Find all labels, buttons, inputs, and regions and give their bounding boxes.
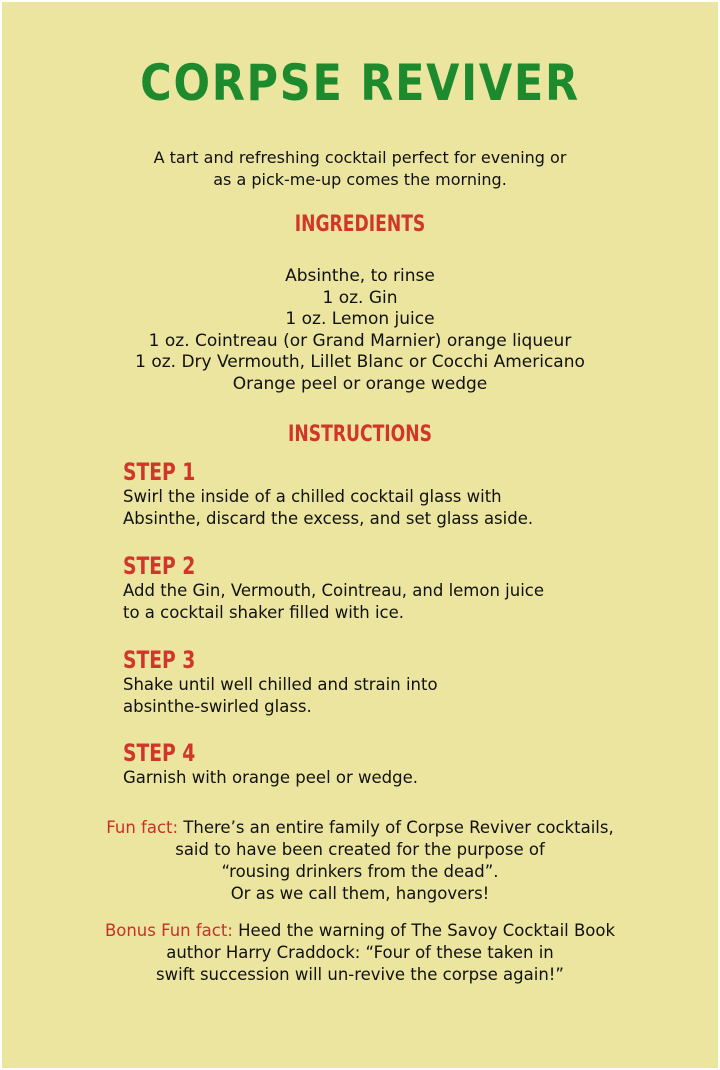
bonus-fact-line: author Harry Craddock: “Four of these taken in	[166, 943, 554, 962]
ingredients-heading: INGREDIENTS	[294, 212, 426, 237]
step-label: STEP 1	[123, 458, 196, 486]
bonus-fact-line	[2, 920, 718, 942]
ingredient-item: 1 oz. Lemon juice	[285, 309, 435, 329]
step-label: STEP 3	[123, 646, 196, 674]
fun-fact-label: Fun fact:	[106, 818, 179, 837]
bonus-fact-label: Bonus Fun fact:	[104, 921, 233, 940]
step-text: Add the Gin, Vermouth, Cointreau, and lemon juice to a cocktail shaker filled with ice.	[123, 581, 545, 622]
ingredient-item: Absinthe, to rinse	[285, 266, 435, 286]
fun-fact-line	[2, 817, 718, 839]
intro-line: A tart and refreshing cocktail perfect for evening or	[153, 148, 567, 167]
fun-fact-line: Or as we call them, hangovers!	[230, 884, 490, 903]
step-4	[123, 739, 683, 789]
ingredients-list	[2, 266, 718, 395]
recipe-intro	[2, 147, 718, 191]
step-label: STEP 4	[123, 739, 196, 767]
step-text: Garnish with orange peel or wedge.	[123, 768, 419, 787]
recipe-card	[2, 2, 718, 1068]
step-label: STEP 2	[123, 552, 196, 580]
intro-line: as a pick-me-up comes the morning.	[213, 170, 507, 189]
fun-fact-line: “rousing drinkers from the dead”.	[221, 862, 499, 881]
bonus-fact-text: Heed the warning of The Savoy Cocktail Book	[232, 921, 616, 940]
recipe-title: CORPSE REVIVER	[140, 54, 580, 112]
step-3	[123, 646, 683, 718]
fun-fact	[2, 817, 718, 905]
step-text: Shake until well chilled and strain into absinthe-swirled glass.	[123, 675, 438, 716]
instructions-heading: INSTRUCTIONS	[288, 422, 432, 447]
fun-fact-line: said to have been created for the purpose of	[175, 840, 545, 859]
ingredient-item: 1 oz. Dry Vermouth, Lillet Blanc or Cocchi Americano	[135, 352, 585, 372]
step-2	[123, 552, 683, 624]
step-1	[123, 458, 683, 530]
bonus-fun-fact	[2, 920, 718, 986]
ingredient-item: 1 oz. Gin	[322, 287, 398, 308]
ingredient-item: 1 oz. Cointreau (or Grand Marnier) orange liqueur	[148, 330, 572, 351]
ingredient-item: Orange peel or orange wedge	[232, 373, 488, 394]
bonus-fact-line: swift succession will un-revive the corpse again!”	[156, 965, 564, 984]
fun-fact-text: There’s an entire family of Corpse Reviver cocktails,	[178, 818, 614, 837]
step-text: Swirl the inside of a chilled cocktail glass with Absinthe, discard the excess, and set glass aside.	[123, 487, 534, 528]
